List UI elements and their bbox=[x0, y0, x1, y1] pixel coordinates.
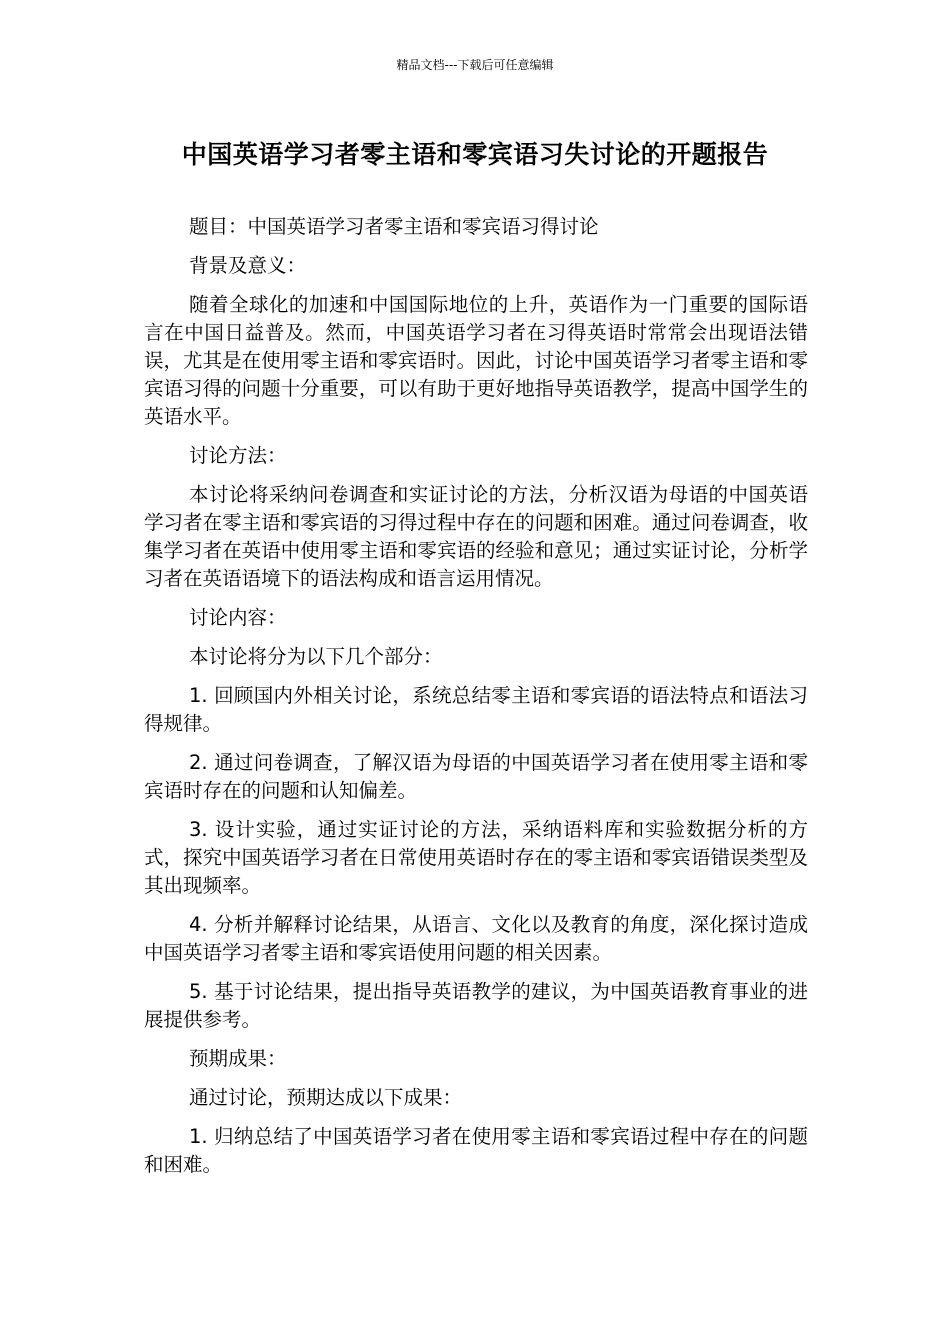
content-list-item: 5. 基于讨论结果，提出指导英语教学的建议，为中国英语教育事业的进展提供参考。 bbox=[144, 980, 808, 1031]
content-intro-paragraph: 本讨论将分为以下几个部分： bbox=[189, 645, 443, 668]
section-heading-methods: 讨论方法： bbox=[189, 444, 287, 467]
document-body bbox=[144, 213, 808, 1190]
outcomes-list-item: 1. 归纳总结了中国英语学习者在使用零主语和零宾语过程中存在的问题和困难。 bbox=[144, 1125, 808, 1176]
content-list-item: 4. 分析并解释讨论结果，从语言、文化以及教育的角度，深化探讨造成中国英语学习者零主语和零宾语使用问题的相关因素。 bbox=[144, 913, 808, 964]
background-paragraph: 随着全球化的加速和中国国际地位的上升，英语作为一门重要的国际语言在中国日益普及。然而，中国英语学习者在习得英语时常常会出现语法错误，尤其是在使用零主语和零宾语时。因此，讨论中国英语学习者零主语和零宾语习得的问题十分重要，可以有助于更好地指导英语教学，提高中国学生的英语水平。 bbox=[144, 293, 808, 428]
section-heading-background: 背景及意义： bbox=[189, 254, 307, 277]
content-list-item: 2. 通过问卷调查，了解汉语为母语的中国英语学习者在使用零主语和零宾语时存在的问题和认知偏差。 bbox=[144, 751, 808, 802]
topic-line: 题目：中国英语学习者零主语和零宾语习得讨论 bbox=[189, 215, 599, 238]
content-list-item: 1. 回顾国内外相关讨论，系统总结零主语和零宾语的语法特点和语法习得规律。 bbox=[144, 684, 808, 735]
document-title: 中国英语学习者零主语和零宾语习失讨论的开题报告 bbox=[181, 140, 769, 169]
section-heading-outcomes: 预期成果： bbox=[189, 1047, 287, 1070]
outcomes-intro-paragraph: 通过讨论，预期达成以下成果： bbox=[189, 1086, 463, 1109]
section-heading-content: 讨论内容： bbox=[189, 606, 287, 629]
methods-paragraph: 本讨论将采纳问卷调查和实证讨论的方法，分析汉语为母语的中国英语学习者在零主语和零宾语的习得过程中存在的问题和困难。通过问卷调查，收集学习者在英语中使用零主语和零宾语的经验和意见；通过实证讨论，分析学习者在英语语境下的语法构成和语言运用情况。 bbox=[144, 483, 808, 590]
content-list-item: 3. 设计实验，通过实证讨论的方法，采纳语料库和实验数据分析的方式，探究中国英语学习者在日常使用英语时存在的零主语和零宾语错误类型及其出现频率。 bbox=[144, 818, 808, 897]
page-header: 精品文档---下载后可任意编辑 bbox=[396, 58, 554, 72]
